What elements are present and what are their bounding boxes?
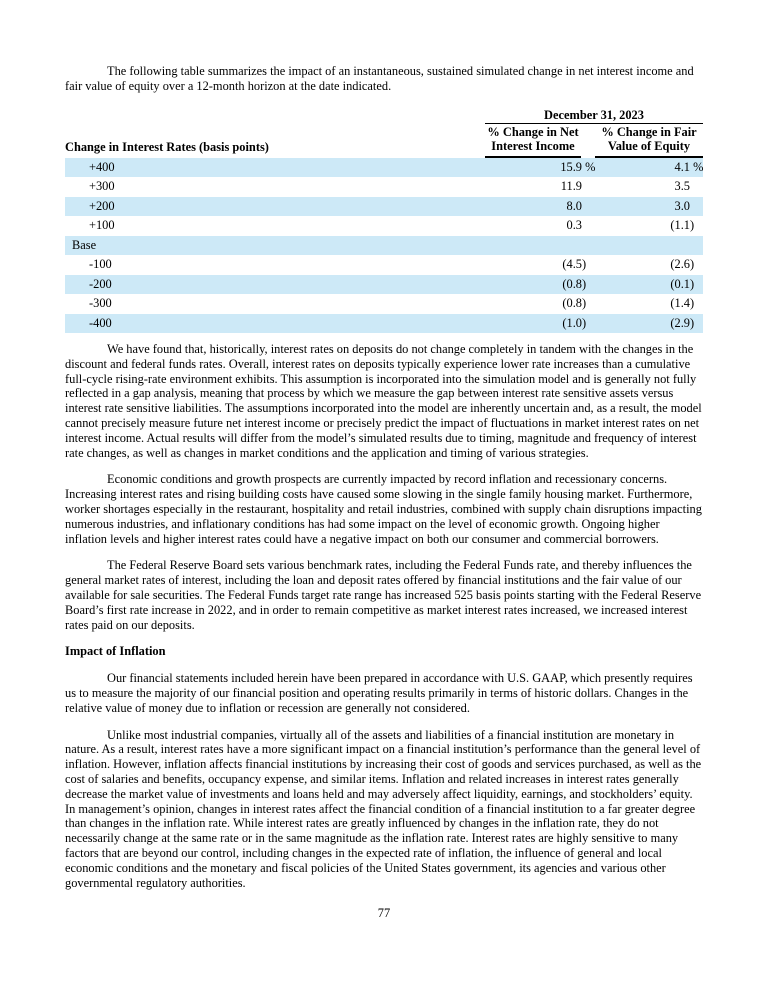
cell-value-suffix: ) [690, 296, 695, 311]
table-cell [485, 257, 595, 272]
table-body [65, 158, 703, 334]
table-cell [485, 218, 595, 233]
table-cell [485, 199, 595, 214]
cell-value-suffix: ) [582, 296, 587, 311]
table-row [65, 236, 703, 256]
table-row-label: +200 [89, 198, 115, 213]
table-row-label: +100 [89, 218, 115, 233]
column-header-fair-value-equity [595, 126, 703, 157]
cell-value-suffix: % [690, 159, 704, 174]
inflation-paragraph: Our financial statements included herein have been prepared in accordance with U.S. GAAP, which presently requires us to measure the majority of our financial position and operating results primarily in terms of historic dollars. Changes in the relative value of money due to inflation or recession are generally not considered. [65, 671, 693, 715]
column-header-net-interest-income [485, 126, 581, 157]
table-cell [595, 218, 703, 233]
cell-value-suffix: ) [690, 257, 695, 272]
table-row [65, 294, 703, 314]
table-row [65, 275, 703, 295]
impact-of-inflation-heading: Impact of Inflation [65, 644, 166, 659]
cell-value-suffix: ) [690, 315, 695, 330]
table-row [65, 255, 703, 275]
cell-value: 11.9 [560, 179, 582, 194]
interest-rate-sensitivity-table [65, 108, 703, 333]
cell-value-suffix: ) [582, 276, 587, 291]
cell-value: 3.0 [674, 198, 690, 213]
table-row-label: Base [72, 237, 97, 252]
table-cell [595, 160, 703, 175]
table-cell [485, 296, 595, 311]
table-cell [485, 179, 595, 194]
cell-value: 3.5 [674, 179, 690, 194]
cell-value: (0.8 [562, 296, 582, 311]
table-cell [595, 257, 703, 272]
inflation-paragraph: Unlike most industrial companies, virtually all of the assets and liabilities of a financial institution are monetary in nature. As a result, interest rates have a more significant impact on a financial institution’s performance than the general level of inflation. However, inflation affects financial institutions by increasing their cost of goods and services purchased, as well as the cost of salaries and benefits, occupancy expense, and similar items. Inflation and related increases in interest rates generally decrease the market value of investments and loans held and may adversely affect liquidity, earnings, and stockholders’ equity. In management’s opinion, changes in interest rates affect the financial condition of a financial institution to a far greater degree than changes in the inflation rate. While interest rates are greatly influenced by changes in the inflation rate, they do not necessarily change at the same rate or in the same magnitude as the inflation rate. Interest rates are highly sensitive to many factors that are beyond our control, including changes in the expected rate of inflation, the influence of general and local economic conditions and the monetary and fiscal policies of the United States government, its agencies and various other governmental regulatory authorities. [65, 727, 702, 890]
column-header-line: Value of Equity [607, 138, 691, 153]
cell-value: (1.1 [670, 218, 690, 233]
table-row-label: -200 [89, 276, 112, 291]
table-cell [595, 316, 703, 331]
table-row-label: +300 [89, 179, 115, 194]
table-row [65, 197, 703, 217]
cell-value-suffix: ) [690, 218, 695, 233]
page-number: 77 [377, 906, 391, 921]
table-cell [485, 316, 595, 331]
cell-value-suffix: ) [582, 315, 587, 330]
table-cell [485, 277, 595, 292]
table-row-label: -100 [89, 257, 112, 272]
cell-value: 4.1 [674, 159, 690, 174]
table-cell [595, 277, 703, 292]
column-header-line: % Change in Net [487, 125, 579, 140]
table-cell [595, 199, 703, 214]
cell-value-suffix: % [582, 159, 596, 174]
table-row [65, 177, 703, 197]
table-date-header: December 31, 2023 [485, 108, 703, 125]
column-header-line: Interest Income [491, 138, 575, 153]
table-cell [485, 160, 595, 175]
cell-value: (1.0 [562, 315, 582, 330]
cell-value: (4.5 [562, 257, 582, 272]
cell-value: 0.3 [566, 218, 582, 233]
table-header [65, 108, 703, 158]
table-row-header: Change in Interest Rates (basis points) [65, 139, 269, 154]
cell-value: (2.9 [670, 315, 690, 330]
intro-paragraph: The following table summarizes the impact of an instantaneous, sustained simulated change in net interest income and fair value of equity over a 12-month horizon at the date indicated. [65, 64, 694, 93]
body-paragraph: Economic conditions and growth prospects are currently impacted by record inflation and recessionary concerns. Increasing interest rates and rising building costs have caused some slowing in the single family housing market. Furthermore, worker shortages especially in the restaurant, hospitality and retail industries, combined with supply chain disruptions impacting numerous industries, and inflationary conditions has had some impact on the level of economic growth. Ongoing higher inflation levels and higher interest rates could have a negative impact on both our consumer and commercial borrowers. [65, 472, 702, 546]
table-row-label: -400 [89, 315, 112, 330]
table-value-columns-header [485, 108, 703, 158]
cell-value-suffix: ) [582, 257, 587, 272]
cell-value-suffix: ) [690, 276, 695, 291]
table-row-label: +400 [89, 159, 115, 174]
cell-value: 8.0 [566, 198, 582, 213]
table-cell [595, 296, 703, 311]
cell-value: (2.6 [670, 257, 690, 272]
column-header-line: % Change in Fair [601, 125, 697, 140]
table-row [65, 158, 703, 178]
body-paragraph: The Federal Reserve Board sets various benchmark rates, including the Federal Funds rate, and thereby influences the general market rates of interest, including the loan and deposit rates offered by financial institutions and the fair value of our available for sale securities. The Federal Funds target rate range has increased 525 basis points starting with the Federal Reserve Board’s first rate increase in 2022, and in order to remain competitive as market interest rates increased, we increased interest rates paid on our deposits. [65, 558, 702, 632]
table-row [65, 314, 703, 334]
cell-value: 15.9 [560, 159, 582, 174]
cell-value: (0.8 [562, 276, 582, 291]
table-column-headers [485, 126, 703, 157]
cell-value: (1.4 [670, 296, 690, 311]
cell-value: (0.1 [670, 276, 690, 291]
table-cell [595, 179, 703, 194]
body-paragraph: We have found that, historically, interest rates on deposits do not change completely in tandem with the changes in the discount and federal funds rates. Overall, interest rates on deposits typically experience lower rate increases than a cumulative full-cycle rising-rate environment exhibits. This assumption is incorporated into the simulation model and is generally not fully reflected in a gap analysis, meaning that process by which we measure the gap between interest rate sensitive assets versus interest rate sensitive liabilities. The assumptions incorporated into the model are inherently uncertain and, as a result, the model cannot precisely measure future net interest income or precisely predict the impact of fluctuations in market interest rates on net interest income. Actual results will differ from the model’s simulated results due to timing, magnitude and frequency of interest rate changes, as well as changes in market conditions and the application and timing of various strategies. [65, 342, 702, 460]
table-row-label: -300 [89, 296, 112, 311]
table-row [65, 216, 703, 236]
